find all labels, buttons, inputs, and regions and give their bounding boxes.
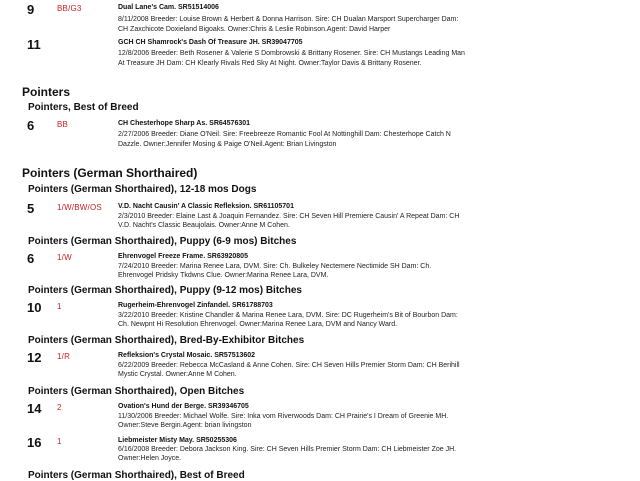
entry-detail: Ehrenvogel Pridsky Tkdwns Clue. Owner:Marina Renee Lara, DVM. xyxy=(118,272,329,279)
entry-detail: 6/16/2008 Breeder: Debora Jackson King. Sire: CH Seven Hills Premier Storm Dam: CH Liebmeister Zoe JH. xyxy=(118,446,457,453)
entry-award: 1/W xyxy=(57,253,72,262)
entry-detail: 8/11/2008 Breeder: Louise Brown & Herbert & Donna Harrison. Sire: CH Dualan Marsport Supercharger Dam: xyxy=(118,16,459,23)
entry-award: 1 xyxy=(57,302,62,311)
class-title: Pointers (German Shorthaired), Best of Breed xyxy=(28,470,245,481)
entry-detail: 12/8/2006 Breeder: Beth Rosener & Valerie S Dombrowski & Brittany Rosener. Sire: CH Mustangs Leading Man xyxy=(118,50,465,57)
entry-detail: At Treasure JH Dam: CH Klearly Rivals Red Sky At Night. Owner:Taylor Davis & Brittany Rosener. xyxy=(118,60,422,67)
entry-detail: Dazzle. Owner:Jennifer Mosing & Paige O'Neil.Agent: Brian Livingston xyxy=(118,141,337,148)
entry-number: 5 xyxy=(27,201,35,216)
entry-award: BB/G3 xyxy=(57,4,82,13)
entry-number: 9 xyxy=(27,2,35,17)
dog-name: GCH CH Shamrock's Dash Of Treasure JH. SR39047705 xyxy=(118,39,303,46)
class-title: Pointers (German Shorthaired), 12-18 mos Dogs xyxy=(28,184,257,195)
entry-detail: Mystic Crystal. Owner:Anne M Cohen. xyxy=(118,371,237,378)
dog-name: Refleksion's Crystal Mosaic. SR57513602 xyxy=(118,352,256,359)
entry-detail: 11/30/2006 Breeder: Michael Wolfe. Sire: Inka vom Riverwoods Dam: CH Prairie's I Dream of Greenie MH. xyxy=(118,413,449,420)
entry-number: 11 xyxy=(27,37,41,52)
entry-detail: 7/24/2010 Breeder: Marina Renee Lara, DVM. Sire: Ch. Bulkeley Nectemere Nectimide SH Dam: Ch. xyxy=(118,263,432,270)
class-title: Pointers (German Shorthaired), Puppy (6-9 mos) Bitches xyxy=(28,236,297,247)
class-title: Pointers (German Shorthaired), Bred-By-Exhibitor Bitches xyxy=(28,335,305,346)
entry-detail: Ch. Newpnt Hi Resolution Ehrenvogel. Owner:Marina Renee Lara, DVM and Nancy Ward. xyxy=(118,321,398,328)
dog-name: Rugerheim-Ehrenvogel Zinfandel. SR61788703 xyxy=(118,302,273,309)
dog-name: Ovation's Hund der Berge. SR39346705 xyxy=(118,403,249,410)
section-title: Pointers (German Shorthaired) xyxy=(22,166,198,180)
class-title: Pointers, Best of Breed xyxy=(28,102,139,113)
entry-number: 14 xyxy=(27,401,42,416)
entry-detail: 6/22/2009 Breeder: Rebecca McCasland & Anne Cohen. Sire: CH Seven Hills Premier Storm Dam: CH Berihill xyxy=(118,362,460,369)
dog-name: Liebmeister Misty May. SR50255306 xyxy=(118,437,237,444)
entry-detail: V.D. Nacht's Classic Beaujolais. Owner:Anne M Cohen. xyxy=(118,222,290,229)
section-title: Pointers xyxy=(22,85,71,99)
dog-name: CH Chesterhope Sharp As. SR64576301 xyxy=(118,120,251,127)
entry-detail: 2/3/2010 Breeder: Elaine Last & Joaquin Fernandez. Sire: CH Seven Hill Premiere Causin' A Repeat Dam: CH xyxy=(118,213,460,220)
entry-award: 1 xyxy=(57,437,62,446)
entry-award: 1/R xyxy=(57,352,71,361)
class-title: Pointers (German Shorthaired), Open Bitches xyxy=(28,386,245,397)
entry-detail: Owner:Helen Joyce. xyxy=(118,455,182,462)
dog-name: Dual Lane's Cam. SR51514006 xyxy=(118,4,219,11)
dog-name: V.D. Nacht Causin' A Classic Refleksion. SR61105701 xyxy=(118,203,294,210)
entry-award: 1/W/BW/OS xyxy=(57,203,102,212)
entry-detail: 3/22/2010 Breeder: Kristine Chandler & Marina Renee Lara, DVM. Sire: DC Rugerheim's Bit of Bourbon Dam: xyxy=(118,312,458,319)
entry-detail: 2/27/2006 Breeder: Diane O'Neil. Sire: Freebreeze Romantic Fool At Nottinghill Dam: Chesterhope Catch N xyxy=(118,131,451,138)
entry-award: BB xyxy=(57,120,69,129)
entry-detail: Owner:Steve Bergin.Agent: brian livingston xyxy=(118,422,252,429)
entry-award: 2 xyxy=(57,403,62,412)
entry-detail: CH Zaxchicote Doxieland Bigoaks. Owner:Chris & Leslie Robinson.Agent: David Harper xyxy=(118,26,391,33)
entry-number: 16 xyxy=(27,435,42,450)
entry-number: 6 xyxy=(27,118,35,133)
class-title: Pointers (German Shorthaired), Puppy (9-12 mos) Bitches xyxy=(28,285,302,296)
dog-name: Ehrenvogel Freeze Frame. SR63920805 xyxy=(118,253,248,260)
entry-number: 10 xyxy=(27,300,42,315)
entry-number: 6 xyxy=(27,251,35,266)
entry-number: 12 xyxy=(27,350,42,365)
